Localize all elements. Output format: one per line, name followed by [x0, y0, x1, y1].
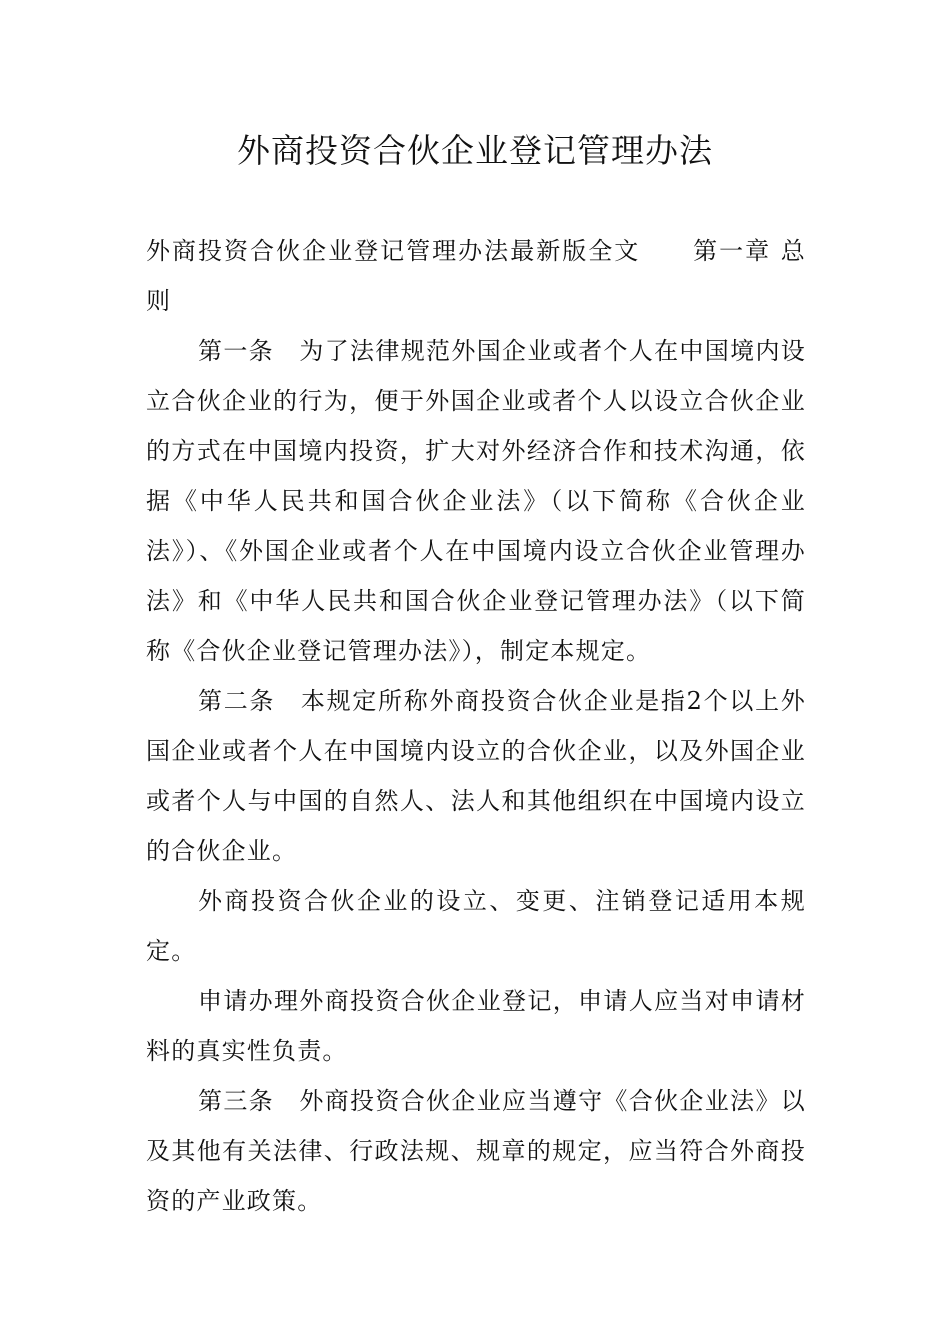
intro-lead: 外商投资合伙企业登记管理办法最新版全文 — [146, 237, 641, 265]
article-2-paragraph: 第二条 本规定所称外商投资合伙企业是指2个以上外国企业或者个人在中国境内设立的合伙企业，以及外国企业或者个人与中国的自然人、法人和其他组织在中国境内设立的合伙企业。 — [146, 687, 806, 865]
applicant-responsibility-paragraph: 申请办理外商投资合伙企业登记，申请人应当对申请材料的真实性负责。 — [146, 987, 806, 1065]
article-1-paragraph: 第一条 为了法律规范外国企业或者个人在中国境内设立合伙企业的行为，便于外国企业或者个人以设立合伙企业的方式在中国境内投资，扩大对外经济合作和技术沟通，依据《中华人民共和国合伙企业法》（以下简称《合伙企业法》）、《外国企业或者个人在中国境内设立合伙企业管理办法》和《中华人民共和国合伙企业登记管理办法》（以下简称《合伙企业登记管理办法》），制定本规定。 — [146, 337, 806, 665]
section-heading: 总则 — [146, 237, 806, 315]
article-3-paragraph: 第三条 外商投资合伙企业应当遵守《合伙企业法》以及其他有关法律、行政法规、规章的规定，应当符合外商投资的产业政策。 — [146, 1087, 806, 1215]
chapter-heading: 第一章 — [692, 237, 772, 265]
document-body — [146, 226, 806, 1226]
intro-paragraph — [146, 226, 806, 326]
document-title: 外商投资合伙企业登记管理办法 — [237, 131, 713, 170]
scope-paragraph: 外商投资合伙企业的设立、变更、注销登记适用本规定。 — [146, 887, 806, 965]
